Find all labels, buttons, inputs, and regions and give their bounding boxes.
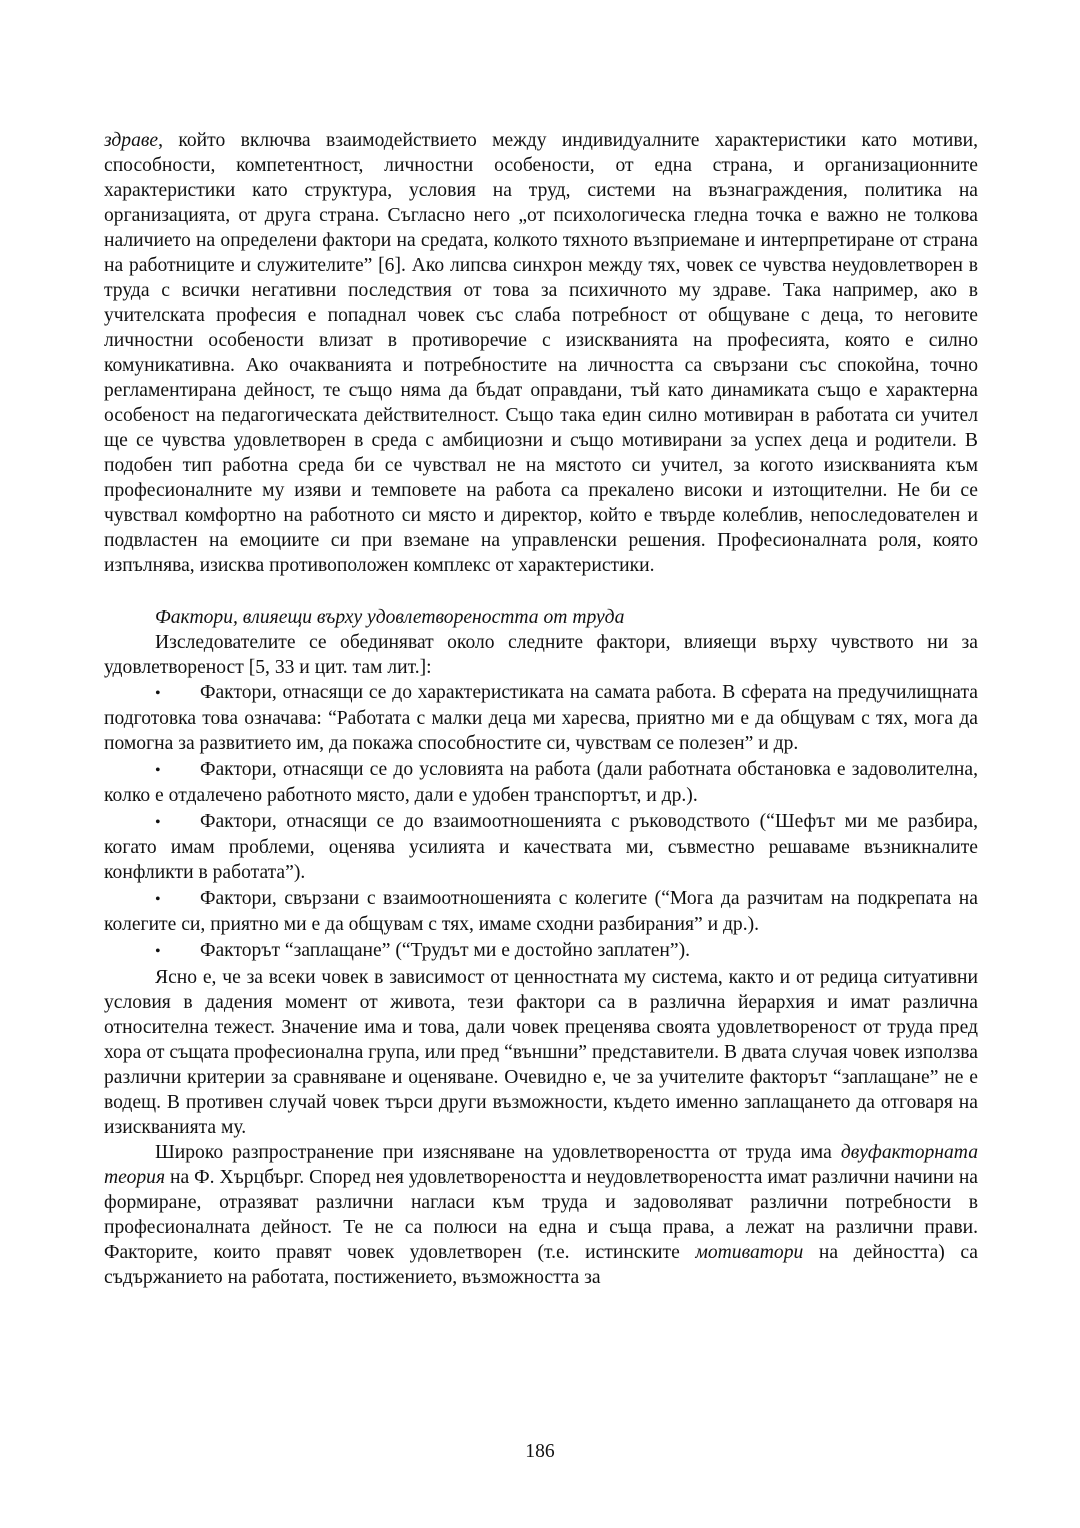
bullet-item [104, 886, 978, 937]
paragraph-intro-text: , който включва взаимодействието между индивидуалните характеристики като мотиви, способности, компетентност, личностни особености, от една страна, и организационните характеристики като структура, условия на труд, системи на възнаграждения, политика на организацията, от друга страна. Съгласно него „от психологическа гледна точка е важно не толкова наличието на определени фактори на средата, колкото тяхното възприемане и интерпретиране от страна на работниците и служителите” [6]. Ако липсва синхрон между тях, човек се чувства неудовлетворен в труда с всички негативни последствия от това за психичното му здраве. Така например, ако в учителската професия е попаднал човек със слаба потребност от общуване с деца, то неговите личностни особености влизат в противоречие с изискванията на професията, която е силно комуникативна. Ако очакванията и потребностите на личността са свързани със спокойна, точно регламентирана дейност, те също няма да бъдат оправдани, тъй като динамиката също е характерна особеност на педагогическата действителност. Също така един силно мотивиран в работата си учител ще се чувства удовлетворен в среда с амбициозни и също мотивирани за успех деца и родители. В подобен тип работна среда би се чувствал не на мястото си учител, за когото изискванията към професионалните му изяви и темповете на работа са прекалено високи и изтощителни. Не би се чувствал комфортно на работното си място и директор, който е твърде колеблив, непоследователен и подвластен на емоциите си при вземане на управленски решения. Професионалната роля, която изпълнява, изисква противоположен комплекс от характеристики. [104, 130, 978, 576]
document-page [104, 128, 978, 1290]
page-number: 186 [525, 1441, 555, 1462]
italic-term-motivators: мотиватори [695, 1242, 804, 1263]
paragraph-spacer [104, 578, 978, 605]
bullet-icon: • [155, 685, 161, 702]
bullet-item [104, 680, 978, 756]
herzberg-text-1: Широко разпространение при изясняване на удовлетвореността от труда има [155, 1142, 841, 1163]
bullet-icon: • [155, 762, 161, 779]
bullet-text: Фактори, отнасящи се до характеристиката на самата работа. В сферата на предучилищната подготовка това означава: “Работата с малки деца ми харесва, приятно ми е да общувам с тях, мога да помогна за развитието им, да покажа способностите си, чувствам се полезен” и др. [104, 682, 978, 754]
herzberg-text-3: на дейността) са съдържанието на работата, постижението, възможността за [104, 1242, 979, 1288]
bullet-item [104, 938, 978, 964]
bullet-text: Факторът “заплащане” (“Трудът ми е достойно заплатен”). [200, 940, 691, 961]
bullet-icon: • [155, 814, 161, 831]
bullet-item [104, 809, 978, 885]
paragraph-intro [104, 128, 978, 578]
paragraph-herzberg [104, 1140, 978, 1290]
section-heading: Фактори, влияещи върху удовлетвореността от труда [155, 607, 625, 628]
bullet-item [104, 757, 978, 808]
bullet-icon: • [155, 891, 161, 908]
italic-term-health: здраве [104, 130, 159, 151]
bullet-text: Фактори, отнасящи се до взаимоотношенията с ръководството (“Шефът ми ме разбира, когато имам проблеми, оценява усилията и качествата ми, съвместно решаваме възникналите конфликти в работата”). [104, 811, 978, 883]
bullet-text: Фактори, свързани с взаимоотношенията с колегите (“Мога да разчитам на подкрепата на колегите си, приятно ми е да общувам с тях, имаме сходни разбирания” и др.). [104, 888, 978, 935]
italic-term-two-factor-theory: двуфакторната теория [104, 1142, 978, 1188]
section-intro: Изследователите се обединяват около следните фактори, влияещи върху чувството ни за удовлетвореност [5, 33 и цит. там лит.]: [104, 632, 978, 678]
bullet-icon: • [155, 943, 161, 960]
paragraph-factors-hierarchy: Ясно е, че за всеки човек в зависимост от ценностната му система, както и от редица ситуативни условия в дадения момент от живота, тези фактори са в различна йерархия и имат различна относителна тежест. Значение има и това, дали човек преценява своята удовлетвореност от труда пред хора от същата професионална група, или пред “външни” представители. В двата случая човек използва различни критерии за сравняване и оценяване. Очевидно е, че за учителите факторът “заплащане” не е водещ. В противен случай човек търси други възможности, където именно заплащането да отговаря на изискванията му. [104, 967, 978, 1138]
bullet-text: Фактори, отнасящи се до условията на работа (дали работната обстановка е задоволителна, колко е отдалечено работното място, дали е удобен транспортът, и др.). [104, 759, 978, 806]
herzberg-text-2: на Ф. Хърцбърг. Според нея удовлетвореността и неудовлетвореността имат различни начини на формиране, отразяват различни нагласи към труда и задоволяват различни потребности в професионалната дейност. Те не са полюси на една и съща права, а лежат на различни прави. Факторите, които правят човек удовлетворен (т.е. истинските [104, 1167, 978, 1263]
